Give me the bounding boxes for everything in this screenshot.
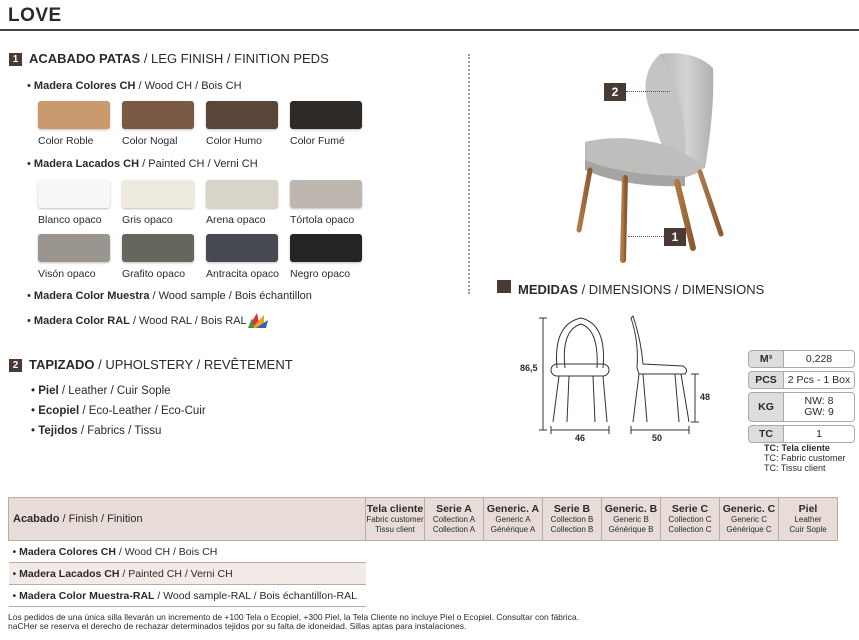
table-row [9,585,838,607]
color-swatch [290,101,362,129]
column-divider [468,54,470,294]
swatch-label: Tórtola opaco [290,214,355,226]
spec-key: PCS [748,371,784,389]
section-number: 1 [9,53,22,66]
spec-row [748,371,855,389]
color-swatch [38,180,110,208]
swatch-label: Color Fumé [290,135,345,147]
color-swatch [290,234,362,262]
color-swatch [122,234,194,262]
swatch-label: Grafito opaco [122,268,186,280]
title-divider [0,29,859,31]
spec-value: 1 [784,425,855,443]
col-header: Serie C Collection C Collection C [661,498,720,541]
col-header: Generic. C Generic C Générique C [720,498,779,541]
table-row [9,541,838,563]
color-swatch [38,101,110,129]
wood-colors-label: • Madera Colores CH / Wood CH / Bois CH [27,80,242,92]
row-label: • Madera Colores CH / Wood CH / Bois CH [9,541,366,563]
col-header: Generic. B Generic B Générique B [602,498,661,541]
spec-key: TC [748,425,784,443]
swatch-label: Color Roble [38,135,94,147]
swatch-label: Color Humo [206,135,263,147]
spec-key: KG [748,392,784,422]
seat-height-value: 48 [700,392,711,402]
leader-line [628,236,664,237]
page-title: LOVE [8,5,62,26]
spec-table [748,347,855,446]
color-swatch [122,101,194,129]
wood-sample-label: • Madera Color Muestra / Wood sample / Bois échantillon [27,290,312,302]
spec-value: 0,228 [784,350,855,368]
color-swatch [206,101,278,129]
upholstery-eco-leather: • Ecopiel / Eco-Leather / Eco-Cuir [31,405,206,417]
swatch-label: Arena opaco [206,214,266,226]
photo-tag-upholstery: 2 [604,83,626,101]
upholstery-heading: 2 TAPIZADO / UPHOLSTERY / REVÊTEMENT [9,357,293,372]
col-header: Tela cliente Fabric customer Tissu client [366,498,425,541]
depth-value: 50 [652,433,663,443]
swatch-label: Visón opaco [38,268,96,280]
swatch-label: Color Nogal [122,135,178,147]
spec-key: M³ [748,350,784,368]
leader-line [626,91,670,92]
height-value: 86,5 [520,363,538,373]
chair-photo [565,48,725,268]
dimension-drawing [515,312,720,447]
spec-value: NW: 8 GW: 9 [784,392,855,422]
wood-ral-label: • Madera Color RAL / Wood RAL / Bois RAL [27,315,247,327]
spec-row [748,425,855,443]
swatch-label: Negro opaco [290,268,351,280]
upholstery-fabrics: • Tejidos / Fabrics / Tissu [31,425,162,437]
photo-tag-legs: 1 [664,228,686,246]
col-header: Serie A Collection A Collection A [425,498,484,541]
col-header: Piel Leather Cuir Sople [779,498,838,541]
price-table [8,497,838,607]
spec-row [748,350,855,368]
col-header: Generic. A Generic A Générique A [484,498,543,541]
color-swatch [290,180,362,208]
color-swatch [206,180,278,208]
col-header: Serie B Collection B Collection B [543,498,602,541]
color-swatch [38,234,110,262]
upholstery-leather: • Piel / Leather / Cuir Sople [31,385,171,397]
lacquered-label: • Madera Lacados CH / Painted CH / Verni CH [27,158,258,170]
color-swatch [122,180,194,208]
swatch-label: Antracita opaco [206,268,279,280]
swatch-label: Gris opaco [122,214,173,226]
footer-note: Los pedidos de una única silla llevarán un incremento de +100 Tela o Ecopiel, +300 Piel, la Tela Cliente no incluye Piel o Ecopiel. Consultar con fábrica. naCHer se reserva el derecho de rechazar determinados tejidos por su falta de idoneidad. Sillas aptas para instalaciones. [8,612,579,631]
dimensions-heading: MEDIDAS / DIMENSIONS / DIMENSIONS [497,280,764,297]
section-square-icon [497,280,511,293]
tc-note: TC: Tela cliente TC: Fabric customer TC: Tissu client [764,443,846,473]
leg-finish-heading: 1 ACABADO PATAS / LEG FINISH / FINITION PEDS [9,51,329,66]
width-value: 46 [575,433,586,443]
row-label: • Madera Lacados CH / Painted CH / Verni CH [9,563,366,585]
finish-header: Acabado / Finish / Finition [9,498,366,541]
spec-row [748,392,855,422]
row-label: • Madera Color Muestra-RAL / Wood sample-RAL / Bois échantillon-RAL [9,585,366,607]
swatch-label: Blanco opaco [38,214,102,226]
color-swatch [206,234,278,262]
section-number: 2 [9,359,22,372]
spec-value: 2 Pcs - 1 Box [784,371,855,389]
ral-fan-icon [244,310,270,330]
table-row [9,563,838,585]
